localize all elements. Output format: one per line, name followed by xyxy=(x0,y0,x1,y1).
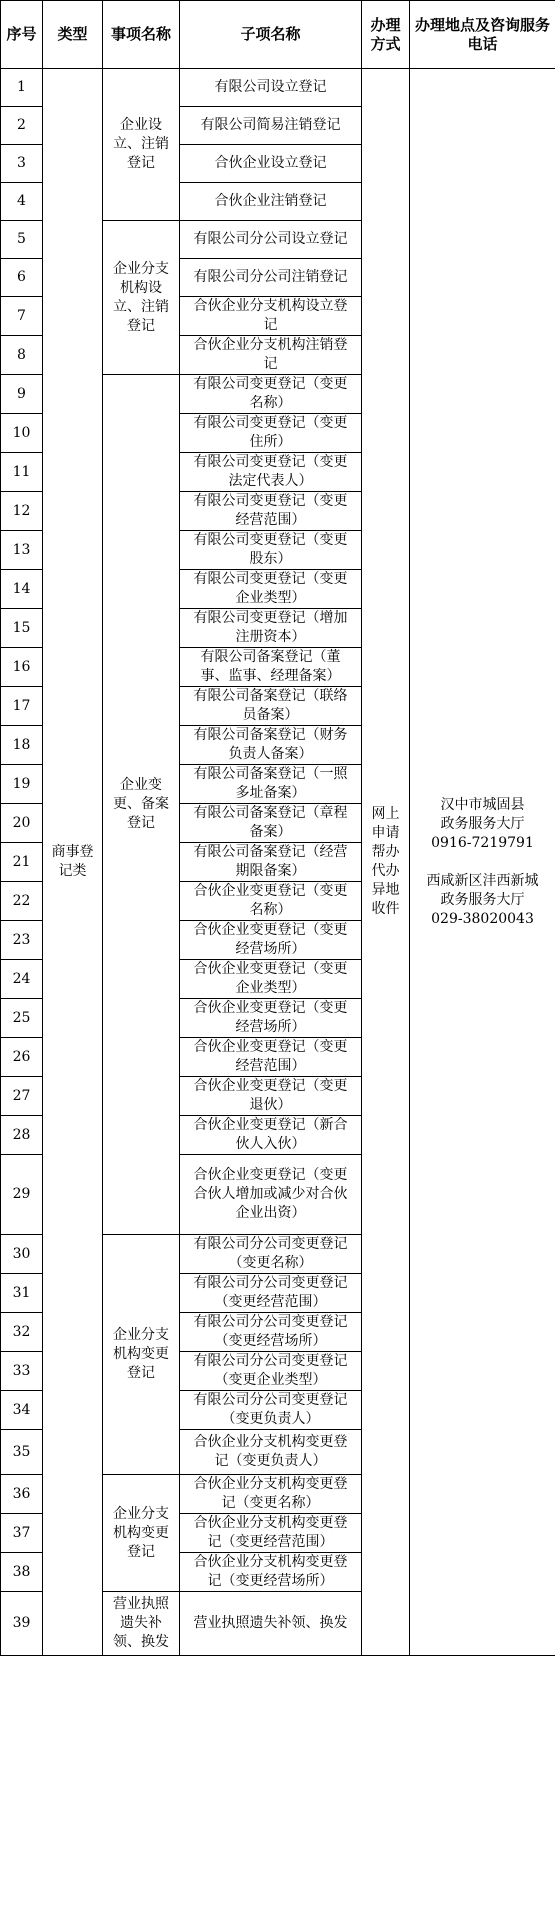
category-cell: 商事登记类 xyxy=(43,69,103,1656)
row-subitem: 合伙企业变更登记（变更经营场所） xyxy=(180,921,362,960)
row-subitem: 合伙企业变更登记（新合伙人入伙） xyxy=(180,1116,362,1155)
row-seq: 37 xyxy=(1,1514,43,1553)
row-subitem: 合伙企业分支机构变更登记（变更负责人） xyxy=(180,1430,362,1475)
item-name: 企业分支机构变更登记 xyxy=(103,1475,180,1592)
method-cell: 网上申请帮办代办异地收件 xyxy=(362,69,410,1656)
header-location: 办理地点及咨询服务电话 xyxy=(410,1,555,69)
row-subitem: 合伙企业变更登记（变更经营场所） xyxy=(180,999,362,1038)
row-seq: 13 xyxy=(1,531,43,570)
row-subitem: 有限公司备案登记（经营期限备案） xyxy=(180,843,362,882)
row-seq: 7 xyxy=(1,297,43,336)
row-seq: 5 xyxy=(1,221,43,259)
row-subitem: 合伙企业分支机构变更登记（变更名称） xyxy=(180,1475,362,1514)
row-subitem: 有限公司分公司变更登记（变更名称） xyxy=(180,1235,362,1274)
row-seq: 18 xyxy=(1,726,43,765)
row-seq: 30 xyxy=(1,1235,43,1274)
row-seq: 17 xyxy=(1,687,43,726)
row-seq: 2 xyxy=(1,107,43,145)
row-seq: 11 xyxy=(1,453,43,492)
row-seq: 3 xyxy=(1,145,43,183)
row-subitem: 有限公司变更登记（变更住所） xyxy=(180,414,362,453)
row-seq: 21 xyxy=(1,843,43,882)
header-seq: 序号 xyxy=(1,1,43,69)
location-line1: 汉中市城固县 xyxy=(440,796,525,813)
row-seq: 29 xyxy=(1,1155,43,1235)
row-subitem: 有限公司备案登记（财务负责人备案） xyxy=(180,726,362,765)
row-subitem: 有限公司分公司设立登记 xyxy=(180,221,362,259)
row-subitem: 有限公司变更登记（变更法定代表人） xyxy=(180,453,362,492)
row-subitem: 有限公司变更登记（变更经营范围） xyxy=(180,492,362,531)
row-subitem: 有限公司变更登记（增加注册资本） xyxy=(180,609,362,648)
row-subitem: 有限公司分公司注销登记 xyxy=(180,259,362,297)
row-subitem: 合伙企业变更登记（变更企业类型） xyxy=(180,960,362,999)
header-item: 事项名称 xyxy=(103,1,180,69)
row-subitem: 营业执照遗失补领、换发 xyxy=(180,1592,362,1656)
item-name: 企业分支机构变更登记 xyxy=(103,1235,180,1475)
item-name: 企业分支机构设立、注销登记 xyxy=(103,221,180,375)
location-line3: 0916-7219791 xyxy=(431,834,534,851)
row-subitem: 有限公司备案登记（联络员备案） xyxy=(180,687,362,726)
row-subitem: 有限公司分公司变更登记（变更经营范围） xyxy=(180,1274,362,1313)
location-line4: 西咸新区沣西新城 xyxy=(426,872,539,889)
row-subitem: 合伙企业分支机构注销登记 xyxy=(180,336,362,375)
row-subitem: 有限公司分公司变更登记（变更负责人） xyxy=(180,1391,362,1430)
row-subitem: 合伙企业分支机构设立登记 xyxy=(180,297,362,336)
row-seq: 33 xyxy=(1,1352,43,1391)
header-subitem: 子项名称 xyxy=(180,1,362,69)
location-line2: 政务服务大厅 xyxy=(440,815,525,832)
row-subitem: 有限公司分公司变更登记（变更经营场所） xyxy=(180,1313,362,1352)
row-seq: 20 xyxy=(1,804,43,843)
row-seq: 31 xyxy=(1,1274,43,1313)
row-subitem: 有限公司备案登记（一照多址备案） xyxy=(180,765,362,804)
location-line5: 政务服务大厅 xyxy=(440,891,525,908)
row-seq: 26 xyxy=(1,1038,43,1077)
header-row xyxy=(1,1,555,69)
row-subitem: 合伙企业变更登记（变更经营范围） xyxy=(180,1038,362,1077)
row-seq: 32 xyxy=(1,1313,43,1352)
row-subitem: 有限公司变更登记（变更股东） xyxy=(180,531,362,570)
table-row xyxy=(1,69,555,107)
row-subitem: 有限公司变更登记（变更企业类型） xyxy=(180,570,362,609)
row-subitem: 有限公司备案登记（章程备案） xyxy=(180,804,362,843)
row-seq: 12 xyxy=(1,492,43,531)
location-line6: 029-38020043 xyxy=(431,910,534,927)
header-category: 类型 xyxy=(43,1,103,69)
row-seq: 4 xyxy=(1,183,43,221)
row-subitem: 有限公司设立登记 xyxy=(180,69,362,107)
location-spacer xyxy=(420,853,545,872)
location-cell xyxy=(410,69,555,1656)
row-seq: 8 xyxy=(1,336,43,375)
row-seq: 28 xyxy=(1,1116,43,1155)
row-seq: 35 xyxy=(1,1430,43,1475)
row-subitem: 合伙企业变更登记（变更退伙） xyxy=(180,1077,362,1116)
row-seq: 34 xyxy=(1,1391,43,1430)
row-seq: 6 xyxy=(1,259,43,297)
row-seq: 19 xyxy=(1,765,43,804)
item-name: 企业变更、备案登记 xyxy=(103,375,180,1235)
row-subitem: 合伙企业变更登记（变更合伙人增加或减少对合伙企业出资） xyxy=(180,1155,362,1235)
row-seq: 22 xyxy=(1,882,43,921)
row-subitem: 有限公司简易注销登记 xyxy=(180,107,362,145)
row-subitem: 合伙企业注销登记 xyxy=(180,183,362,221)
row-seq: 23 xyxy=(1,921,43,960)
table-body xyxy=(1,69,555,1656)
row-seq: 27 xyxy=(1,1077,43,1116)
row-subitem: 合伙企业设立登记 xyxy=(180,145,362,183)
row-seq: 38 xyxy=(1,1553,43,1592)
row-seq: 14 xyxy=(1,570,43,609)
row-seq: 25 xyxy=(1,999,43,1038)
row-seq: 24 xyxy=(1,960,43,999)
row-seq: 15 xyxy=(1,609,43,648)
row-subitem: 合伙企业变更登记（变更名称） xyxy=(180,882,362,921)
row-subitem: 有限公司变更登记（变更名称） xyxy=(180,375,362,414)
row-seq: 9 xyxy=(1,375,43,414)
row-seq: 39 xyxy=(1,1592,43,1656)
header-method: 办理方式 xyxy=(362,1,410,69)
row-seq: 36 xyxy=(1,1475,43,1514)
row-seq: 10 xyxy=(1,414,43,453)
row-subitem: 合伙企业分支机构变更登记（变更经营范围） xyxy=(180,1514,362,1553)
item-name: 营业执照遗失补领、换发 xyxy=(103,1592,180,1656)
row-seq: 16 xyxy=(1,648,43,687)
row-subitem: 有限公司备案登记（董事、监事、经理备案） xyxy=(180,648,362,687)
item-name: 企业设立、注销登记 xyxy=(103,69,180,221)
row-seq: 1 xyxy=(1,69,43,107)
row-subitem: 有限公司分公司变更登记（变更企业类型） xyxy=(180,1352,362,1391)
row-subitem: 合伙企业分支机构变更登记（变更经营场所） xyxy=(180,1553,362,1592)
